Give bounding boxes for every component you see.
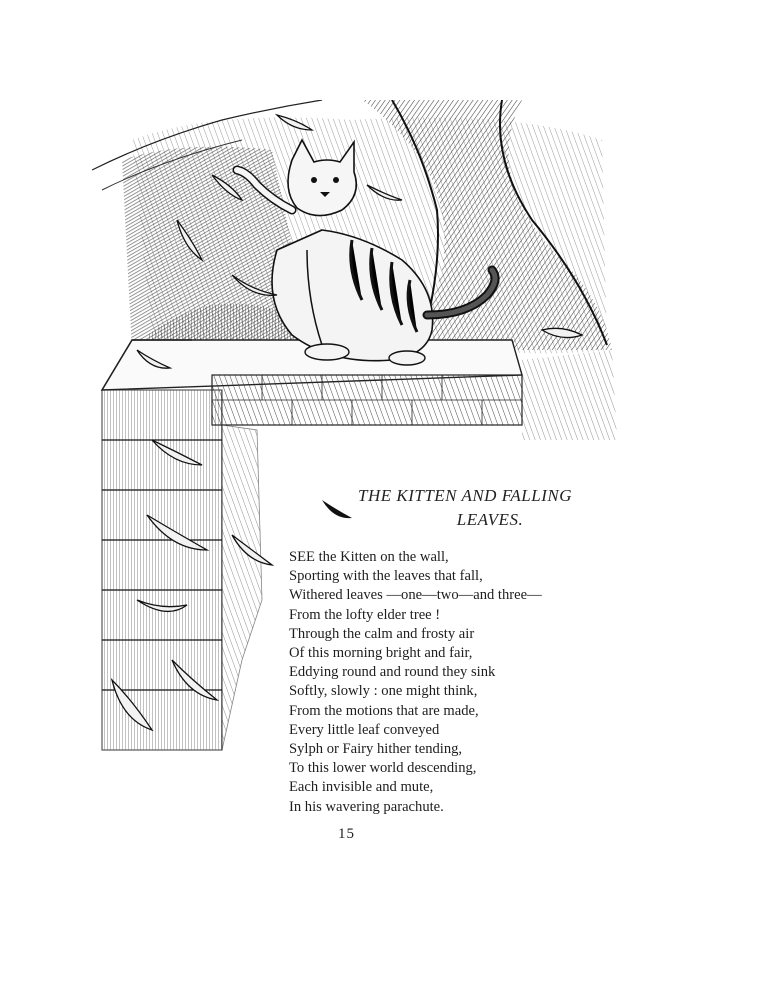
poem-line: Each invisible and mute,: [289, 779, 434, 796]
poem-title-line-2: LEAVES.: [456, 510, 524, 529]
page-number: 15: [338, 826, 355, 842]
poem-title-line-1: THE KITTEN AND FALLING: [358, 486, 572, 505]
poem-line: Every little leaf conveyed: [289, 721, 440, 738]
poem-line: Eddying round and round they sink: [289, 664, 496, 681]
poem-line: Sylph or Fairy hither tending,: [289, 741, 463, 758]
poem-line: From the lofty elder tree !: [289, 606, 441, 623]
poem-text: [289, 548, 609, 817]
poem-line: Of this morning bright and fair,: [289, 645, 473, 662]
poem-title: [300, 484, 630, 532]
poem-line: SEE the Kitten on the wall,: [289, 549, 449, 565]
poem-line: Softly, slowly : one might think,: [289, 683, 478, 700]
poem-line: In his wavering parachute.: [289, 798, 444, 815]
poem-line: From the motions that are made,: [289, 702, 479, 719]
poem-line: Withered leaves —one—two—and three—: [289, 587, 542, 604]
poem-line: To this lower world descending,: [289, 760, 477, 777]
poem-line: Sporting with the leaves that fall,: [289, 568, 483, 585]
poem-line: Through the calm and frosty air: [289, 625, 475, 642]
